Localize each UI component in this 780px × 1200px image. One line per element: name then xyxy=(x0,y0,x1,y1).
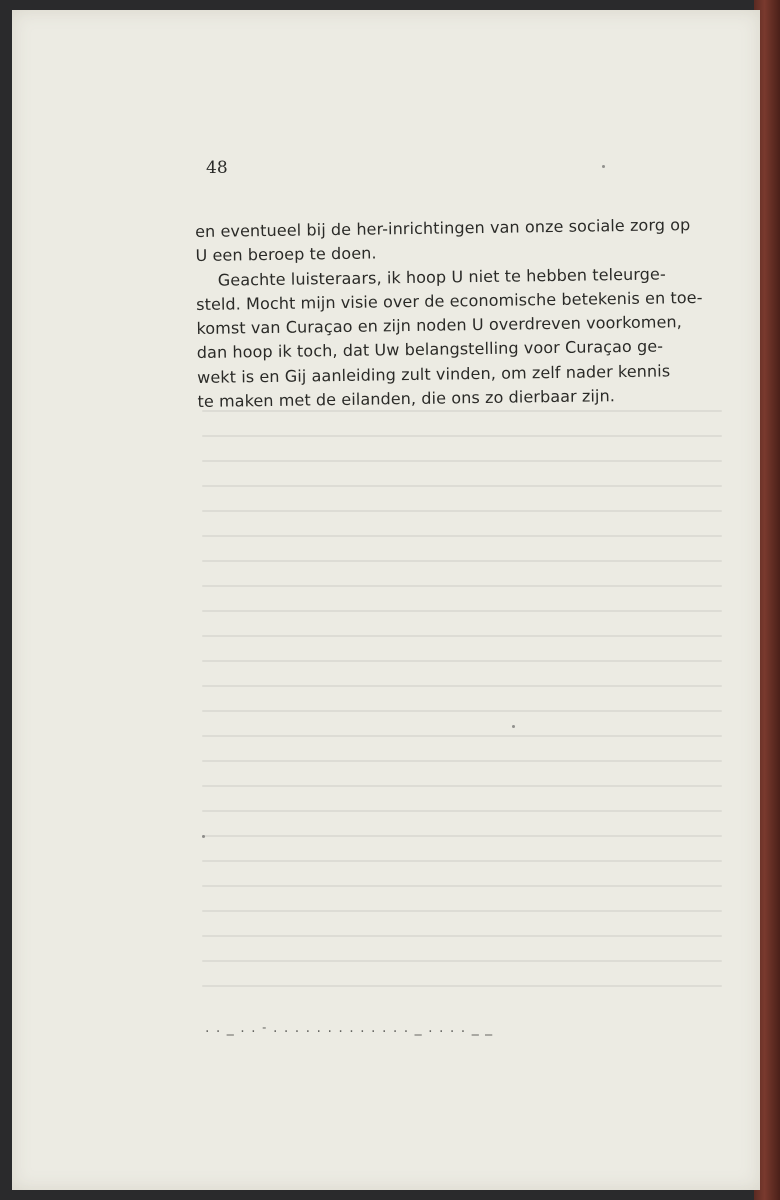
paper-speck xyxy=(602,165,605,168)
text-line: en eventueel bij de her-inrichtingen van onze sociale zorg op xyxy=(195,215,691,241)
paper-speck xyxy=(202,835,205,838)
text-line: steld. Mocht mijn visie over de economische betekenis en toe- xyxy=(196,287,703,314)
faint-bottom-marks: . . _ . . ˗ . . . . . . . . . . . . . _ . . . . _ _ xyxy=(205,1020,494,1036)
paragraph-2 xyxy=(196,261,748,414)
page-number: 48 xyxy=(206,158,228,178)
text-line: wekt is en Gij aanleiding zult vinden, om zelf nader kennis xyxy=(197,361,671,387)
paper-speck xyxy=(512,725,515,728)
text-line: Geachte luisteraars, ik hoop U niet te hebben teleurge- xyxy=(217,264,666,290)
text-line: komst van Curaçao en zijn noden U overdreven voorkomen, xyxy=(196,312,683,339)
text-line: dan hoop ik toch, dat Uw belangstelling voor Curaçao ge- xyxy=(196,336,664,363)
reverse-side-show-through xyxy=(202,410,722,1010)
body-text xyxy=(195,212,748,414)
paragraph-1 xyxy=(195,212,746,268)
text-line: te maken met de eilanden, die ons zo dierbaar zijn. xyxy=(197,386,616,412)
book-page xyxy=(12,10,760,1190)
text-line: U een beroep te doen. xyxy=(195,243,377,266)
